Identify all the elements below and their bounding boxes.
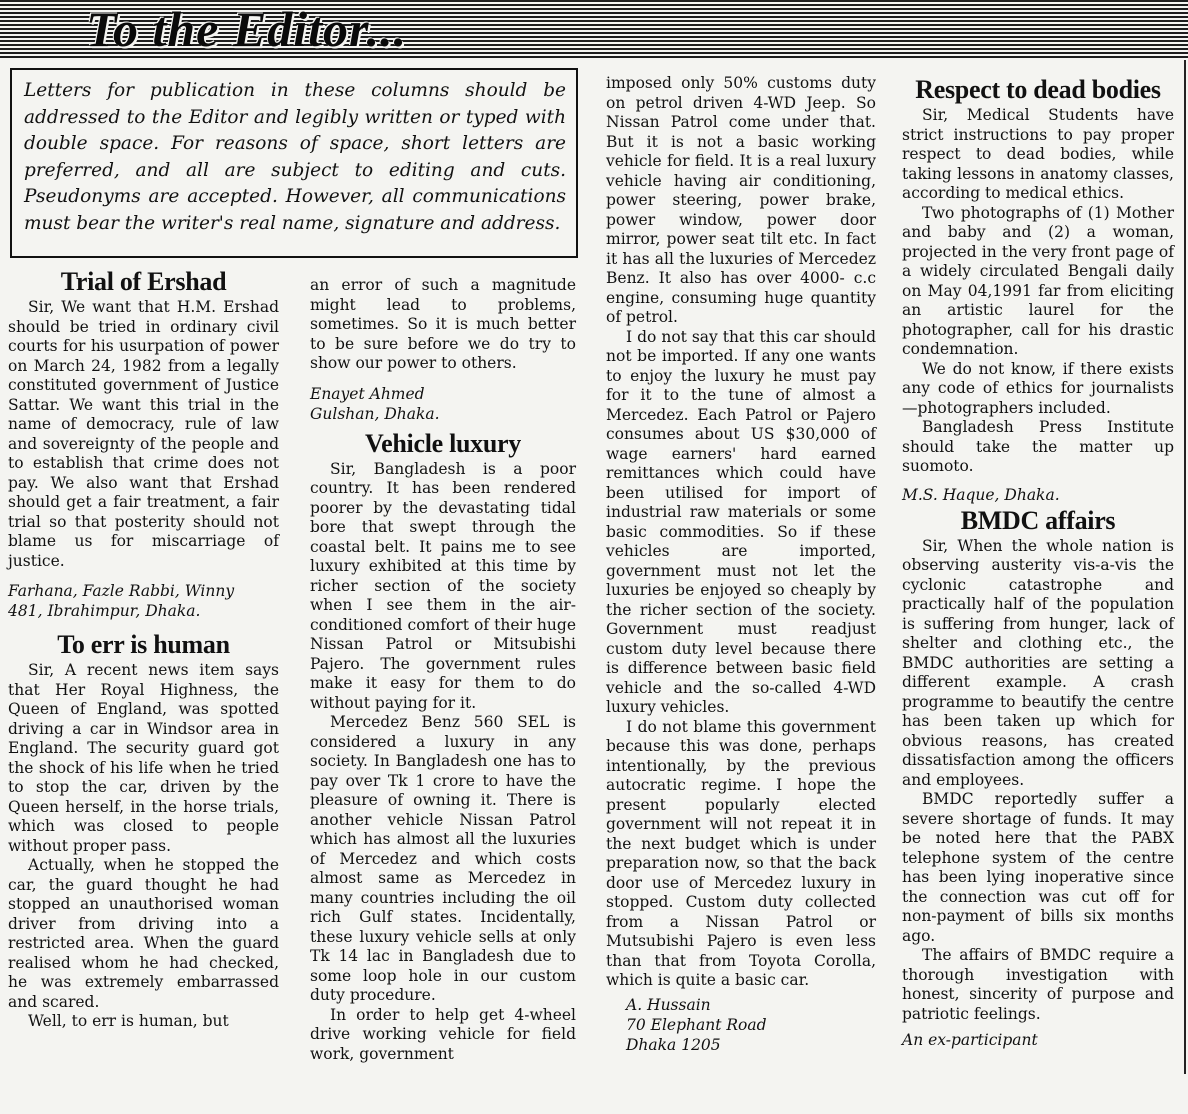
respect-title: Respect to dead bodies: [915, 75, 1161, 104]
column-3: [606, 74, 876, 1055]
bmdc-paragraph-2: BMDC reportedly suffer a severe shortage of funds. It may be noted here that the PABX telephone system of the centre has been lying inoperative since the connection was cut off for non-payment of bills six months ago.: [902, 790, 1174, 945]
trial-signature-1: Farhana, Fazle Rabbi, Winny: [8, 582, 235, 600]
editor-notice: Letters for publication in these columns should be addressed to the Editor and legibly written or typed with double space. For reasons of space, short letters are preferred, and all are subject to editing and cuts. Pseudonyms are accepted. However, all communications must bear the writer's real name, signature and address.: [10, 68, 578, 258]
banner: [0, 0, 1188, 58]
vehicle-paragraph-3: In order to help get 4-wheel drive working vehicle for field work, government: [310, 1005, 576, 1063]
right-edge-rule: [1184, 60, 1186, 1074]
respect-signature: M.S. Haque, Dhaka.: [902, 485, 1060, 504]
vehicle-paragraph-2: Mercedez Benz 560 SEL is considered a luxury in any society. In Bangladesh one has to pay over Tk 1 crore to have the pleasure of owning it. There is another vehicle Nissan Patrol which has almost all the luxuries of Mercedez and which costs almost same as Mercedez in many countries including the oil rich Gulf states. Incidentally, these luxury vehicle sells at only Tk 14 lac in Bangladesh due to some loop hole in our custom duty procedure.: [310, 713, 576, 1004]
err-paragraph-4: an error of such a magnitude might lead to problems, sometimes. So it is much better to be sure before we do try to show our power to others.: [310, 276, 576, 372]
vehicle-paragraph-5: I do not say that this car should not be imported. If any one wants to enjoy the luxury he must pay for it to the tune of almost a Mercedez. Each Patrol or Pajero consumes about US $30,000 of wage earners' hard earned remittances which could have been utilised for import of industrial raw materials or some basic commodities. So if these vehicles are imported, government must not let the luxuries be enjoyed so cheaply by the richer section of the society. Government must readjust custom duty level because there is difference between basic field vehicle and the so-called 4-WD luxury vehicles.: [606, 327, 876, 716]
banner-title: To the Editor...: [86, 1, 408, 57]
column-4: [902, 74, 1174, 1050]
bmdc-title: BMDC affairs: [960, 505, 1116, 535]
bmdc-paragraph-1: Sir, When the whole nation is observing austerity vis-a-vis the cyclonic catastrophe and practically half of the population is suffering from hunger, lack of shelter and clothing etc., the BMDC authorities are setting a different example. A crash programme to beautify the centre has been taken up which for obvious reasons, has created dissatisfaction among the officers and employees.: [902, 536, 1174, 789]
err-paragraph-3: Well, to err is human, but: [28, 1012, 229, 1030]
respect-paragraph-1: Sir, Medical Students have strict instructions to pay proper respect to dead bodies, while taking lessons in anatomy classes, according to medical ethics.: [902, 106, 1174, 202]
vehicle-title: Vehicle luxury: [365, 428, 521, 458]
trial-signature-2: 481, Ibrahimpur, Dhaka.: [8, 602, 201, 620]
column-2: [310, 276, 576, 1064]
respect-paragraph-4: Bangladesh Press Institute should take the matter up suomoto.: [902, 418, 1174, 475]
err-paragraph-2: Actually, when he stopped the car, the guard thought he had stopped an unauthorised woman driver from driving into a restricted area. When the guard realised whom he had checked, he was extremely embarrassed and scared.: [8, 856, 279, 1011]
trial-paragraph: Sir, We want that H.M. Ershad should be tried in ordinary civil courts for his usurpation of power on March 24, 1982 from a legally constituted government of Justice Sattar. We want this trial in the name of democracy, rule of law and sovereignty of the people and to establish that crime does not pay. We also want that Ershad should get a fair treatment, a fair trial so that posterity should not blame us for miscarriage of justice.: [8, 298, 279, 570]
bmdc-signature: An ex-participant: [902, 1031, 1038, 1049]
bmdc-paragraph-3: The affairs of BMDC require a thorough investigation with honest, sincerity of purpose and patriotic feelings.: [902, 946, 1174, 1023]
err-signature-1: Enayet Ahmed: [310, 384, 425, 403]
vehicle-paragraph-4: imposed only 50% customs duty on petrol driven 4-WD Jeep. So Nissan Patrol come under that. But it is not a basic working vehicle for field. It is a real luxury vehicle having air conditioning, power steering, power brake, power window, power door mirror, power seat tilt etc. In fact it has all the luxuries of Mercedez Benz. It also has over 4000- c.c engine, consuming huge quantity of petrol.: [606, 74, 876, 326]
respect-paragraph-3: We do not know, if there exists any code of ethics for journalists—photographers included.: [902, 359, 1174, 417]
err-title: To err is human: [57, 630, 230, 659]
respect-paragraph-2: Two photographs of (1) Mother and baby and (2) a woman, projected in the very front page of a widely circulated Bengali daily on May 04,1991 far from eliciting an artistic laurel for the photographer, call for his drastic condemnation.: [902, 203, 1174, 358]
vehicle-signature-2: 70 Elephant Road: [626, 1015, 767, 1034]
vehicle-signature-3: Dhaka 1205: [626, 1035, 721, 1054]
column-1: [8, 266, 279, 1032]
err-paragraph-1: Sir, A recent news item says that Her Royal Highness, the Queen of England, was spotted driving a car in Windsor area in England. The security guard got the shock of his life when he tried to stop the car, driven by the Queen herself, in the horse trials, which was closed to people without proper pass.: [8, 661, 279, 855]
err-signature-2: Gulshan, Dhaka.: [310, 404, 440, 423]
vehicle-paragraph-6: I do not blame this government because this was done, perhaps intentionally, by the previous autocratic regime. I hope the present popularly elected government will not repeat it in the next budget which is under preparation now, so that the back door use of Mercedez luxury in stopped. Custom duty collected from a Nissan Patrol or Mutsubishi Pajero is even less than that from Toyota Corolla, which is quite a basic car.: [606, 717, 876, 989]
vehicle-signature-1: A. Hussain: [626, 995, 711, 1014]
trial-title: Trial of Ershad: [60, 267, 227, 296]
vehicle-paragraph-1: Sir, Bangladesh is a poor country. It has been rendered poorer by the devastating tidal bore that swept through the coastal belt. It pains me to see luxury exhibited at this time by richer section of the society when I see them in the air-conditioned comfort of their huge Nissan Patrol or Mitsubishi Pajero. The government rules make it easy for them to do without paying for it.: [310, 459, 576, 712]
